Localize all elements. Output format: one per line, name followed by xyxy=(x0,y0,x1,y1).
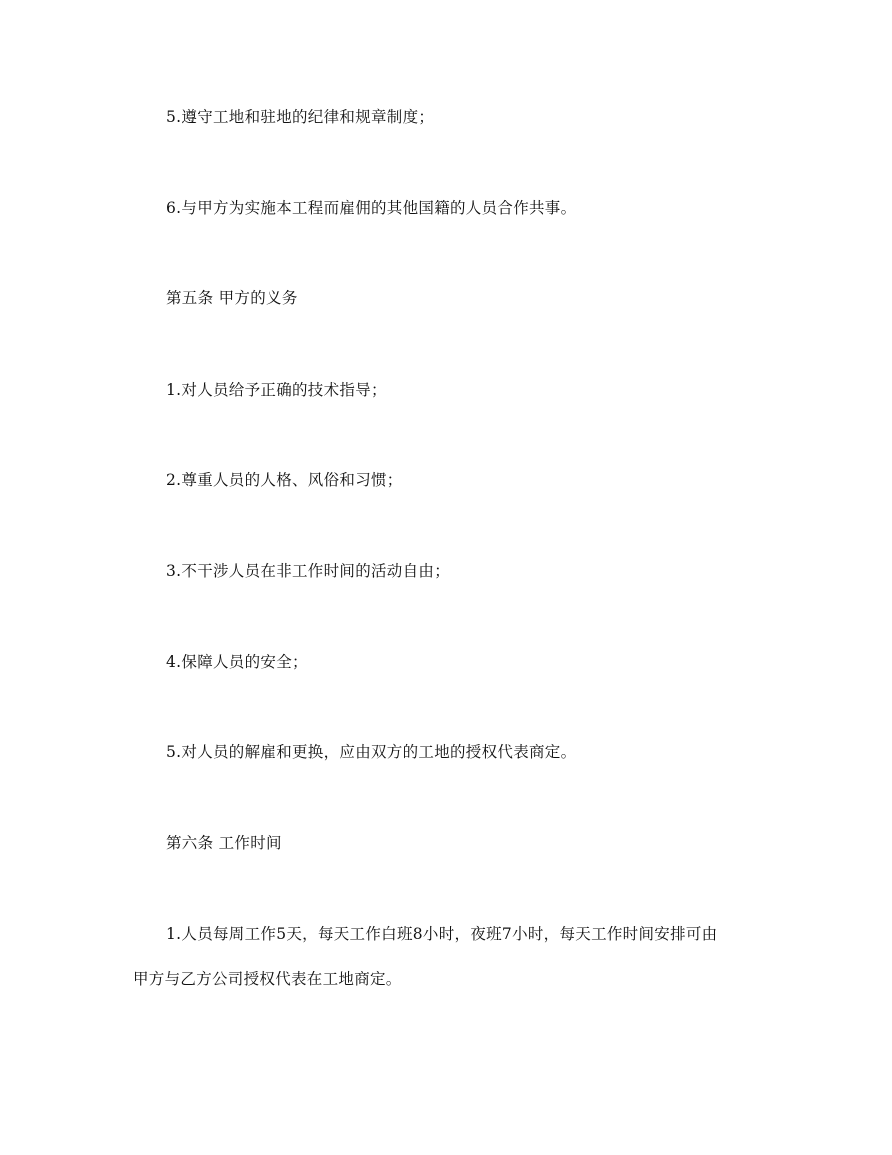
clause-4-item-5: 5.遵守工地和驻地的纪律和规章制度； xyxy=(166,108,435,126)
article-5-item-4: 4.保障人员的安全； xyxy=(166,653,308,671)
article-6-item-1: 1.人员每周工作5天，每天工作白班8小时，夜班7小时，每天工作时间安排可由 xyxy=(166,925,718,943)
article-6-heading: 第六条 工作时间 xyxy=(166,834,282,852)
article-5-item-5: 5.对人员的解雇和更换，应由双方的工地的授权代表商定。 xyxy=(166,743,577,761)
article-5-item-3: 3.不干涉人员在非工作时间的活动自由； xyxy=(166,562,450,580)
article-5-item-1: 1.对人员给予正确的技术指导； xyxy=(166,381,387,399)
article-6-item-1-continuation: 甲方与乙方公司授权代表在工地商定。 xyxy=(133,970,402,988)
article-5-item-2: 2.尊重人员的人格、风俗和习惯； xyxy=(166,471,403,489)
clause-4-item-6: 6.与甲方为实施本工程而雇佣的其他国籍的人员合作共事。 xyxy=(166,199,577,217)
article-5-heading: 第五条 甲方的义务 xyxy=(166,289,298,307)
